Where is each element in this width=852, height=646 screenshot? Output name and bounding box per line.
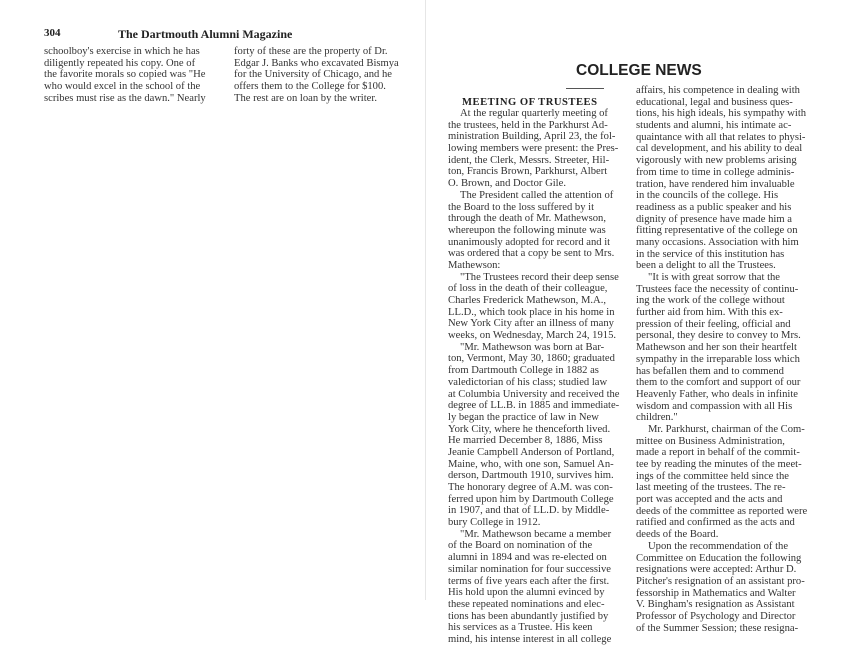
text-line: sympathy in the irreparable loss which	[636, 353, 800, 365]
text-line: Professor of Psychology and Director	[636, 610, 796, 622]
text-line: LL.D., which took place in his home in	[448, 306, 615, 318]
text-line: of the Board on nomination of the	[448, 540, 593, 552]
text-line: bury College in 1912.	[448, 517, 541, 529]
text-line: Maine, who, with one son, Samuel An-	[448, 458, 614, 470]
text-line: derson, Dartmouth 1910, survives him.	[448, 470, 614, 482]
text-line: who would excel in the school of the	[44, 81, 201, 93]
text-line: scribes must rise as the dawn." Nearly	[44, 92, 206, 104]
article-subhead: MEETING OF TRUSTEES	[462, 97, 598, 108]
text-line: "The Trustees record their deep sense	[460, 271, 619, 283]
text-line: resignations were accepted: Arthur D.	[636, 564, 797, 576]
text-line: was ordered that a copy be sent to Mrs.	[448, 248, 615, 260]
text-line: Heavenly Father, who deals in infinite	[636, 388, 798, 400]
text-line: in the councils of the college. His	[636, 190, 779, 202]
text-line: fitting representative of the college on	[636, 225, 798, 237]
text-line: Mathewson:	[448, 259, 501, 271]
text-line: cal development, and his ability to deal	[636, 143, 803, 155]
text-line: York City, where he thenceforth lived.	[448, 423, 611, 435]
text-line: ton, Vermont, May 30, 1860; graduated	[448, 353, 615, 365]
text-line: of loss in the death of their colleague,	[448, 283, 608, 295]
text-line: Charles Frederick Mathewson, M.A.,	[448, 295, 606, 306]
right-column-1	[448, 108, 624, 646]
text-line: the trustees, held in the Parkhurst Ad-	[448, 119, 608, 131]
text-line: diligently repeated his copy. One of	[44, 57, 196, 69]
text-line: weeks, on Wednesday, March 24, 1915.	[448, 330, 617, 342]
text-line: deeds of the committee as reported were	[636, 505, 808, 517]
text-line: affairs, his competence in dealing with	[636, 85, 800, 96]
text-line: wisdom and compassion with all His	[636, 400, 793, 412]
text-line: "It is with great sorrow that the	[648, 272, 781, 283]
text-line: mind, his intense interest in all college	[448, 633, 612, 645]
text-line: deeds of the Board.	[636, 529, 719, 541]
text-line: through the death of Mr. Mathewson,	[448, 213, 606, 225]
text-line: The rest are on loan by the writer.	[234, 92, 377, 104]
text-line: Committee on Education the following	[636, 552, 802, 564]
page-number: 304	[44, 27, 61, 39]
text-line: tions, his high ideals, his sympathy with	[636, 108, 807, 120]
text-line: in 1907, and that of LL.D. by Middle-	[448, 505, 610, 517]
running-title: The Dartmouth Alumni Magazine	[118, 27, 293, 41]
text-line: terms of five years each after the first.	[448, 575, 610, 587]
text-line: O. Brown, and Doctor Gile.	[448, 178, 566, 190]
text-line: ferred upon him by Dartmouth College	[448, 493, 614, 505]
text-line: educational, legal and business ques-	[636, 96, 793, 108]
text-line: children."	[636, 412, 678, 424]
text-line: He married December 8, 1886, Miss	[448, 435, 603, 447]
text-line: New York City after an illness of many	[448, 318, 614, 330]
text-line: made a report in behalf of the commit-	[636, 447, 800, 459]
text-line: "Mr. Mathewson became a member	[460, 528, 612, 540]
section-title: COLLEGE NEWS	[576, 62, 702, 79]
text-line: from Dartmouth College in 1882 as	[448, 365, 599, 377]
text-line: further aid from him. With this ex-	[636, 307, 783, 319]
text-line: pression of their feeling, official and	[636, 318, 791, 330]
text-line: his services as a Trustee. His keen	[448, 622, 593, 634]
text-line: offers them to the College for $100.	[234, 81, 386, 93]
text-line: them to the comfort and support of our	[636, 377, 801, 389]
text-line: lowing members were present: the Pres-	[448, 143, 619, 155]
text-line: ings of the committee held since the	[636, 470, 789, 482]
text-line: forty of these are the property of Dr.	[234, 46, 388, 57]
text-line: ratified and confirmed as the acts and	[636, 517, 795, 529]
text-line: ly began the practice of law in New	[448, 411, 599, 423]
text-line: Mr. Parkhurst, chairman of the Com-	[648, 423, 805, 435]
right-column-2	[636, 85, 824, 634]
text-line: Edgar J. Banks who excavated Bismya	[234, 57, 399, 69]
left-page	[0, 0, 426, 600]
text-line: many occasions. Association with him	[636, 236, 799, 248]
text-line: students and alumni, his intimate ac-	[636, 120, 792, 132]
text-line: degree of LL.B. in 1885 and immediate-	[448, 400, 620, 412]
text-line: been a delight to all the Trustees.	[636, 260, 776, 272]
text-line: V. Bingham's resignation as Assistant	[636, 599, 795, 611]
left-column-2	[234, 46, 416, 104]
text-line: At the regular quarterly meeting of	[460, 108, 608, 119]
text-line: His hold upon the alumni evinced by	[448, 587, 605, 599]
text-line: has befallen them and to commend	[636, 365, 784, 377]
text-line: schoolboy's exercise in which he has	[44, 46, 200, 57]
text-line: tions has been abundantly justified by	[448, 610, 609, 622]
text-line: these repeated nominations and elec-	[448, 598, 605, 610]
text-line: ing the work of the college without	[636, 295, 785, 307]
title-rule	[566, 88, 604, 89]
text-line: valedictorian of his class; studied law	[448, 376, 608, 388]
text-line: ministration Building, April 23, the fol-	[448, 131, 616, 143]
text-line: unanimously adopted for record and it	[448, 236, 611, 248]
text-line: Mathewson and her son their heartfelt	[636, 342, 797, 354]
text-line: similar nomination for four successive	[448, 563, 611, 575]
text-line: tration, have rendered him invaluable	[636, 178, 795, 190]
text-line: mittee on Business Administration,	[636, 435, 785, 447]
text-line: Trustees face the necessity of continu-	[636, 283, 799, 295]
text-line: The honorary degree of A.M. was con-	[448, 482, 613, 493]
text-line: for the University of Chicago, and he	[234, 69, 392, 81]
text-line: dignity of presence have made him a	[636, 213, 792, 225]
text-line: Upon the recommendation of the	[648, 540, 789, 552]
text-line: port was accepted and the acts and	[636, 494, 783, 506]
text-line: fessorship in Mathematics and Walter	[636, 587, 796, 599]
text-line: personal, they desire to convey to Mrs.	[636, 330, 801, 342]
text-line: quaintance with all that relates to physi-	[636, 131, 806, 143]
text-line: at Columbia University and received the	[448, 388, 620, 400]
text-line: readiness as a public speaker and his	[636, 201, 792, 213]
text-line: Pitcher's resignation of an assistant pro-	[636, 575, 805, 587]
text-line: from time to time in college adminis-	[636, 166, 795, 178]
text-line: "Mr. Mathewson was born at Bar-	[460, 341, 605, 353]
text-line: of the Summer Session; these resigna-	[636, 622, 799, 634]
text-line: in the service of this institution has	[636, 248, 785, 260]
text-line: last meeting of the trustees. The re-	[636, 482, 786, 494]
text-line: alumni in 1894 and was re-elected on	[448, 552, 607, 564]
text-line: ton, Francis Brown, Parkhurst, Albert	[448, 166, 608, 178]
text-line: vigorously with new problems arising	[636, 155, 797, 167]
text-line: the Board to the loss suffered by it	[448, 201, 595, 213]
text-line: The President called the attention of	[460, 189, 614, 201]
text-line: Jeanie Campbell Anderson of Portland,	[448, 446, 615, 458]
left-column-1	[44, 46, 228, 104]
text-line: ident, the Clerk, Messrs. Streeter, Hil-	[448, 154, 610, 166]
text-line: the favorite morals so copied was "He	[44, 69, 206, 81]
text-line: tee by reading the minutes of the meet-	[636, 459, 802, 470]
text-line: whereupon the following minute was	[448, 224, 606, 236]
